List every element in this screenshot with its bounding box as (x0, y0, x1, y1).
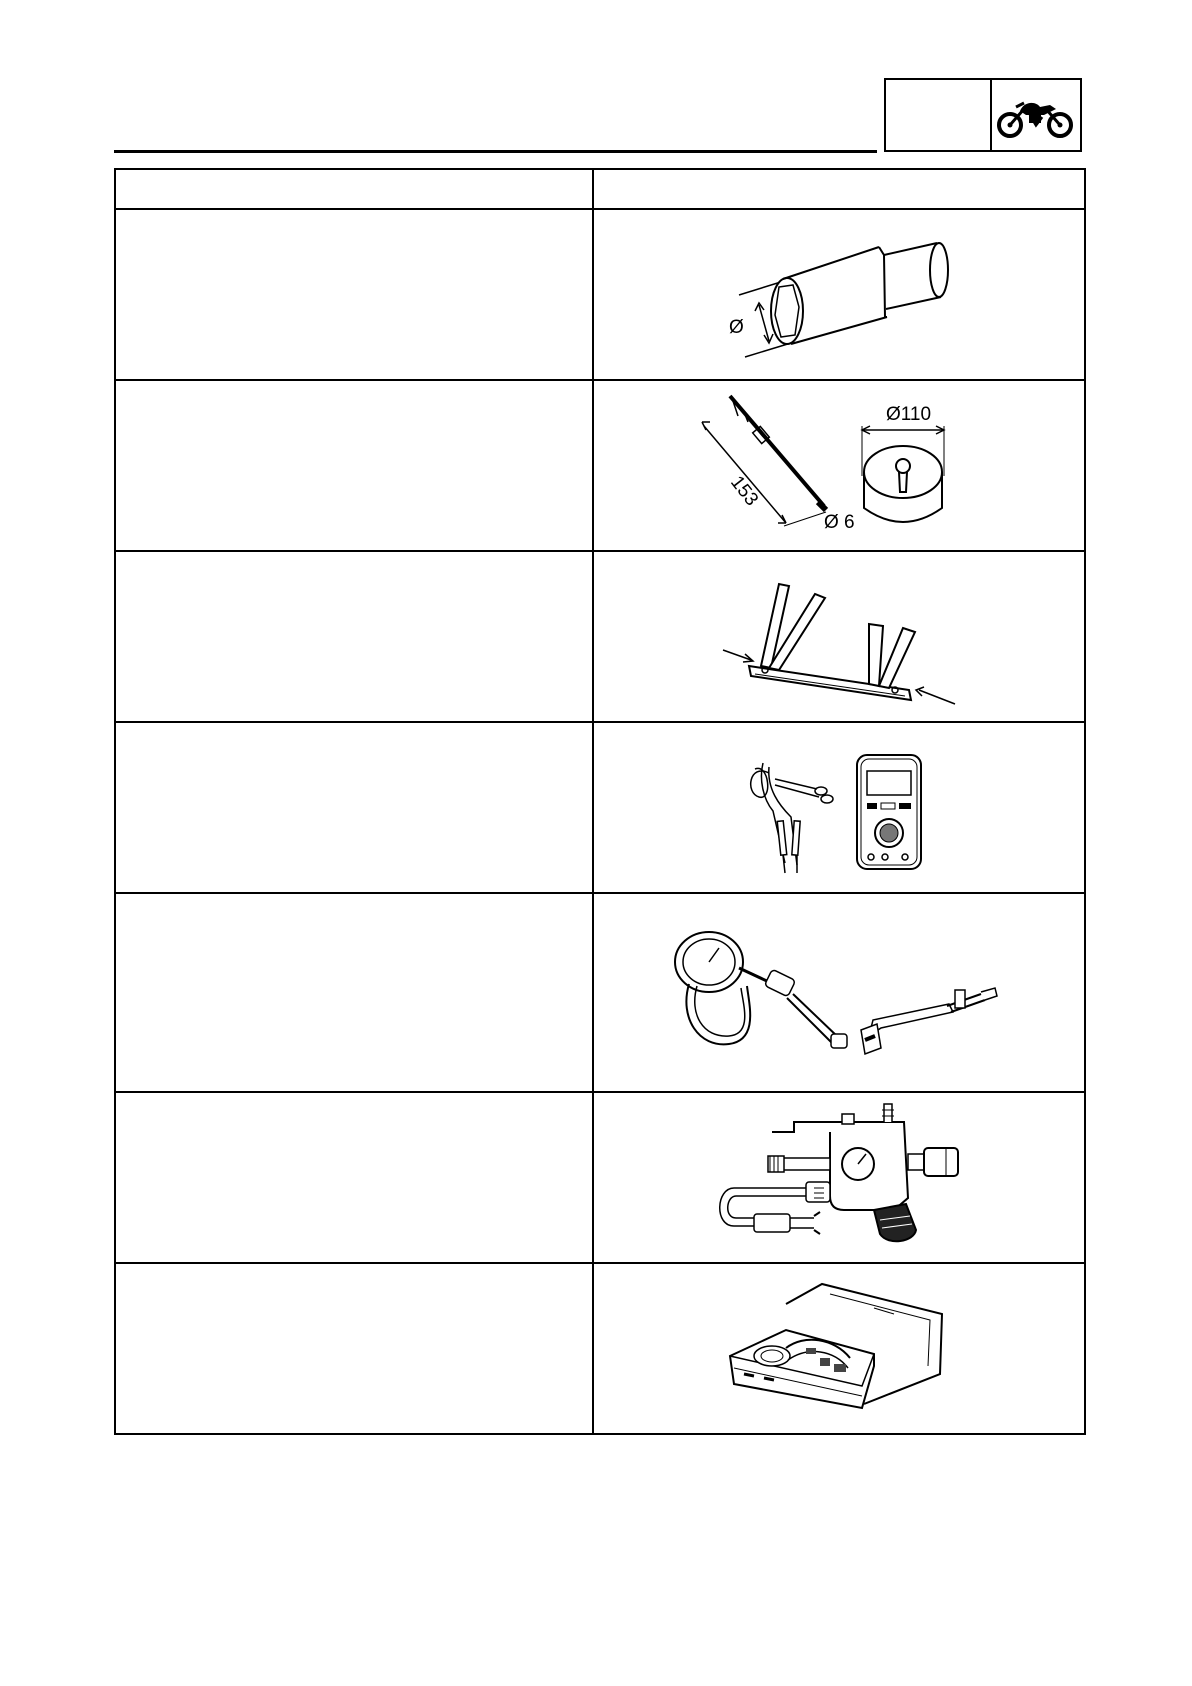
bolt-diameter-label: Ø 6 (824, 511, 855, 533)
table-header-row (115, 169, 1085, 209)
table-row (115, 209, 1085, 380)
row-description (115, 551, 593, 722)
section-icon-cell (992, 80, 1080, 150)
row-description (115, 1092, 593, 1263)
row-description (115, 1263, 593, 1434)
row-illustration-cell (593, 380, 1085, 551)
socket-diameter-label: Ø (729, 316, 744, 338)
section-header-box (884, 78, 1082, 152)
row-illustration-cell (593, 551, 1085, 722)
row-description (115, 893, 593, 1092)
feeler-gauge-icon (719, 562, 959, 712)
compression-gauge-icon (659, 908, 1019, 1078)
row-illustration-cell (593, 209, 1085, 380)
bolt-length-label: 153 (726, 471, 763, 510)
row-illustration-cell (593, 1263, 1085, 1434)
socket-wrench-icon (679, 225, 999, 365)
weight-diameter-label: Ø110 (886, 403, 932, 425)
header-rule (114, 150, 877, 153)
column-header-illustration (593, 169, 1085, 209)
row-description (115, 722, 593, 893)
row-description (115, 209, 593, 380)
row-illustration-cell (593, 722, 1085, 893)
motorcycle-icon (996, 89, 1076, 141)
bolt-and-weight-icon (674, 386, 1004, 546)
section-label (886, 80, 992, 150)
table-row (115, 722, 1085, 893)
row-illustration-cell (593, 1092, 1085, 1263)
column-header-description (115, 169, 593, 209)
special-tools-table (114, 168, 1086, 1435)
row-description (115, 380, 593, 551)
ignition-checker-icon (694, 1098, 984, 1258)
table-row (115, 1263, 1085, 1434)
multimeter-icon (739, 733, 939, 883)
table-row (115, 551, 1085, 722)
table-row (115, 893, 1085, 1092)
table-row (115, 380, 1085, 551)
row-illustration-cell (593, 893, 1085, 1092)
table-row (115, 1092, 1085, 1263)
tool-case-icon (724, 1274, 954, 1424)
